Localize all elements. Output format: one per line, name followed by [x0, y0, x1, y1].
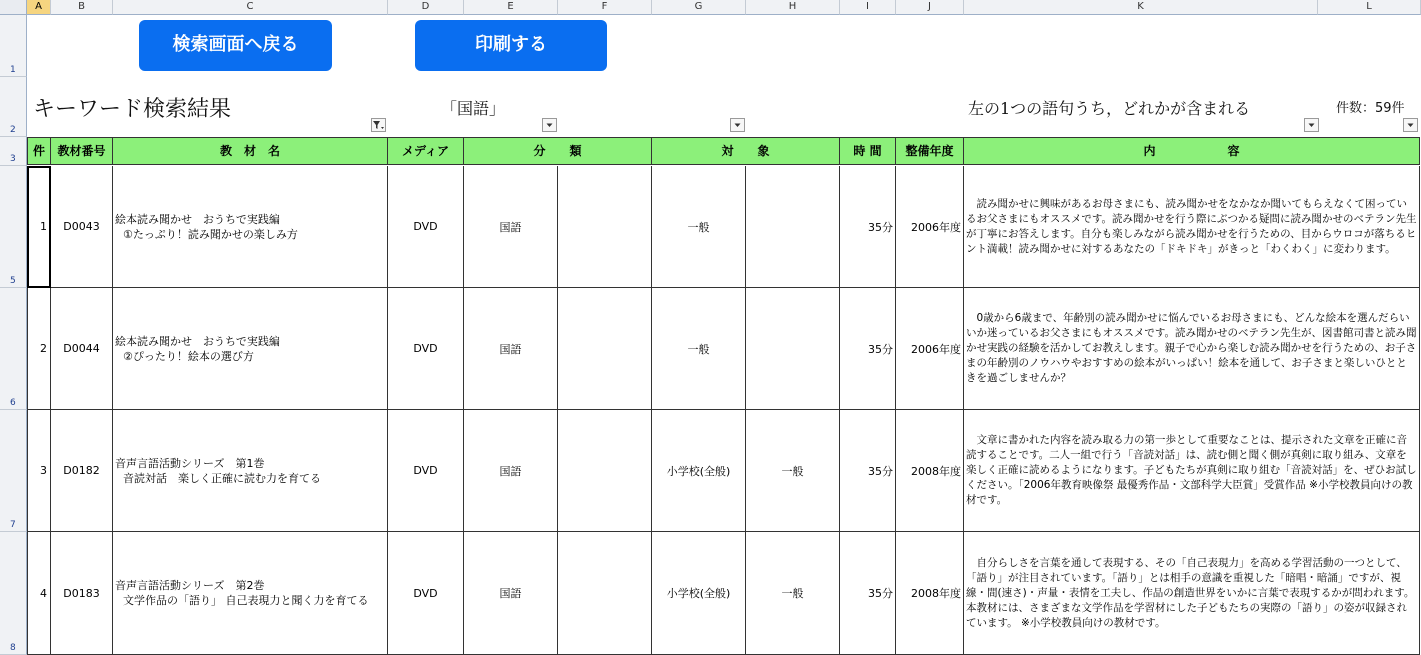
- cell-media[interactable]: DVD: [388, 166, 464, 288]
- header-time: 時 間: [840, 137, 896, 165]
- column-header-g[interactable]: G: [652, 0, 746, 15]
- header-no: 件: [27, 137, 51, 165]
- row-header-2[interactable]: 2: [0, 77, 27, 137]
- cell-time[interactable]: 35分: [840, 288, 896, 410]
- cell-target1[interactable]: 小学校(全般): [652, 410, 746, 532]
- cell-no[interactable]: 4: [27, 532, 51, 655]
- column-header-j[interactable]: J: [896, 0, 964, 15]
- column-header-k[interactable]: K: [964, 0, 1318, 15]
- cell-code[interactable]: D0043: [51, 166, 113, 288]
- cell-category[interactable]: 国語: [464, 410, 558, 532]
- cell-content[interactable]: [964, 288, 1420, 410]
- material-name-line1: 絵本読み聞かせ おうちで実践編: [115, 212, 280, 226]
- column-header-c[interactable]: C: [113, 0, 388, 15]
- material-name-line2: ②ぴったり！絵本の選び方: [123, 349, 254, 363]
- cell-target1[interactable]: 一般: [652, 288, 746, 410]
- header-category: 分 類: [464, 137, 652, 165]
- material-name-line1: 絵本読み聞かせ おうちで実践編: [115, 334, 280, 348]
- row-header-6[interactable]: 6: [0, 288, 27, 410]
- filter-dropdown-icon[interactable]: [1403, 118, 1418, 132]
- cell-code[interactable]: D0183: [51, 532, 113, 655]
- cell-blankF[interactable]: [558, 410, 652, 532]
- cell-name[interactable]: [113, 410, 388, 532]
- cell-content[interactable]: [964, 532, 1420, 655]
- cell-name[interactable]: [113, 288, 388, 410]
- row-header-5[interactable]: 5: [0, 166, 27, 288]
- material-name-line2: ①たっぷり！読み聞かせの楽しみ方: [123, 227, 298, 241]
- cell-media[interactable]: DVD: [388, 410, 464, 532]
- content-text: 自分らしさを言葉を通して表現する、その「自己表現力」を高める学習活動の一つとして、「語り」が注目されています。「語り」とは相手の意識を重視した「暗唱・暗誦」ですが、視線・間(速さ)・声量・表情を工夫し、作品の創造世界をいかに言葉で表現するかが問われます。本教材には、さまざまな文学作品を学習材にした子どもたちの実際の「語り」の姿が収録されています。 ※小学校教員向けの教材です。: [966, 556, 1415, 629]
- column-header-a[interactable]: A: [27, 0, 51, 15]
- page-title: キーワード検索結果: [33, 97, 232, 122]
- header-media: メディア: [388, 137, 464, 165]
- print-button[interactable]: 印刷する: [415, 20, 607, 71]
- material-name-line1: 音声言語活動シリーズ 第1巻: [115, 456, 265, 470]
- cell-blankF[interactable]: [558, 532, 652, 655]
- column-header-b[interactable]: B: [51, 0, 113, 15]
- filter-active-icon[interactable]: [371, 118, 386, 132]
- header-target: 対 象: [652, 137, 840, 165]
- cell-category[interactable]: 国語: [464, 288, 558, 410]
- content-text: 読み聞かせに興味があるお母さまにも、読み聞かせをなかなか聞いてもらえなくて困っているお父さまにもオススメです。読み聞かせを行う際にぶつかる疑問に読み聞かせのベテラン先生が丁寧にお答えします。自分も楽しみながら読み聞かせを行うための、目からウロコが落ちるヒント満載！読み聞かせに対するあなたの「ドキドキ」がきっと「わくわく」に変わります。: [966, 197, 1417, 255]
- cell-no[interactable]: 3: [27, 410, 51, 532]
- cell-name[interactable]: [113, 532, 388, 655]
- cell-year[interactable]: 2006年度: [896, 166, 964, 288]
- cell-content[interactable]: [964, 166, 1420, 288]
- content-text: 文章に書かれた内容を読み取る力の第一歩として重要なことは、提示された文章を正確に音読することです。二人一組で行う「音読対話」は、読む側と聞く側が真剣に取り組み、文章を楽しく正確に読めるようになります。子どもたちが真剣に取り組む「音読対話」を、ぜひお試しください。「2006年教育映像祭 最優秀作品・文部科学大臣賞」受賞作品 ※小学校教員向けの教材です。: [966, 434, 1417, 506]
- result-count: 件数：59件: [1336, 101, 1405, 116]
- cell-year[interactable]: 2006年度: [896, 288, 964, 410]
- cell-no[interactable]: 2: [27, 288, 51, 410]
- cell-code[interactable]: D0044: [51, 288, 113, 410]
- search-keyword: 「国語」: [441, 99, 506, 118]
- cell-target1[interactable]: 一般: [652, 166, 746, 288]
- header-name: 教 材 名: [113, 137, 388, 165]
- cell-name[interactable]: [113, 166, 388, 288]
- row-header-7[interactable]: 7: [0, 410, 27, 532]
- cell-blankF[interactable]: [558, 288, 652, 410]
- cell-year[interactable]: 2008年度: [896, 410, 964, 532]
- row-header-8[interactable]: 8: [0, 532, 27, 655]
- cell-no[interactable]: 1: [27, 166, 51, 288]
- content-text: 0歳から6歳まで、年齢別の読み聞かせに悩んでいるお母さまにも、どんな絵本を選んだらいいか迷っているお父さまにもオススメです。読み聞かせのベテラン先生が、図書館司書と読み聞かせ実践の経験を活かしてお教えします。親子で心から楽しむ読み聞かせを行うための、お子さまの年齢別のノウハウやおすすめの絵本がいっぱい！絵本を通して、お子さまと楽しいひとときを過ごしませんか？: [966, 312, 1417, 384]
- cell-blankF[interactable]: [558, 166, 652, 288]
- filter-dropdown-icon[interactable]: [542, 118, 557, 132]
- material-name-line1: 音声言語活動シリーズ 第2巻: [115, 579, 265, 592]
- select-all-corner[interactable]: [0, 0, 27, 15]
- column-header-h[interactable]: H: [746, 0, 840, 15]
- column-header-e[interactable]: E: [464, 0, 558, 15]
- cell-target1[interactable]: 小学校(全般): [652, 532, 746, 655]
- cell-code[interactable]: D0182: [51, 410, 113, 532]
- cell-media[interactable]: DVD: [388, 532, 464, 655]
- header-year: 整備年度: [896, 137, 964, 165]
- row-header-1[interactable]: 1: [0, 15, 27, 77]
- cell-content[interactable]: [964, 410, 1420, 532]
- cell-time[interactable]: 35分: [840, 532, 896, 655]
- filter-dropdown-icon[interactable]: [1304, 118, 1319, 132]
- back-to-search-button[interactable]: 検索画面へ戻る: [139, 20, 332, 71]
- cell-target2[interactable]: [746, 166, 840, 288]
- cell-time[interactable]: 35分: [840, 410, 896, 532]
- cell-target2[interactable]: 一般: [746, 410, 840, 532]
- material-name-line2: 音読対話 楽しく正確に読む力を育てる: [123, 471, 321, 485]
- column-header-l[interactable]: L: [1318, 0, 1421, 15]
- filter-dropdown-icon[interactable]: [730, 118, 745, 132]
- column-header-d[interactable]: D: [388, 0, 464, 15]
- cell-category[interactable]: 国語: [464, 166, 558, 288]
- column-header-i[interactable]: I: [840, 0, 896, 15]
- row-header-3[interactable]: 3: [0, 137, 27, 166]
- cell-target2[interactable]: [746, 288, 840, 410]
- cell-category[interactable]: 国語: [464, 532, 558, 655]
- search-condition: 左の1つの語句うち，どれかが含まれる: [968, 99, 1251, 118]
- cell-time[interactable]: 35分: [840, 166, 896, 288]
- column-header-f[interactable]: F: [558, 0, 652, 15]
- cell-target2[interactable]: 一般: [746, 532, 840, 655]
- header-content: 内 容: [964, 137, 1420, 165]
- header-code: 教材番号: [51, 137, 113, 165]
- cell-year[interactable]: 2008年度: [896, 532, 964, 655]
- material-name-line2: 文学作品の「語り」 自己表現力と聞く力を育てる: [123, 594, 369, 607]
- cell-media[interactable]: DVD: [388, 288, 464, 410]
